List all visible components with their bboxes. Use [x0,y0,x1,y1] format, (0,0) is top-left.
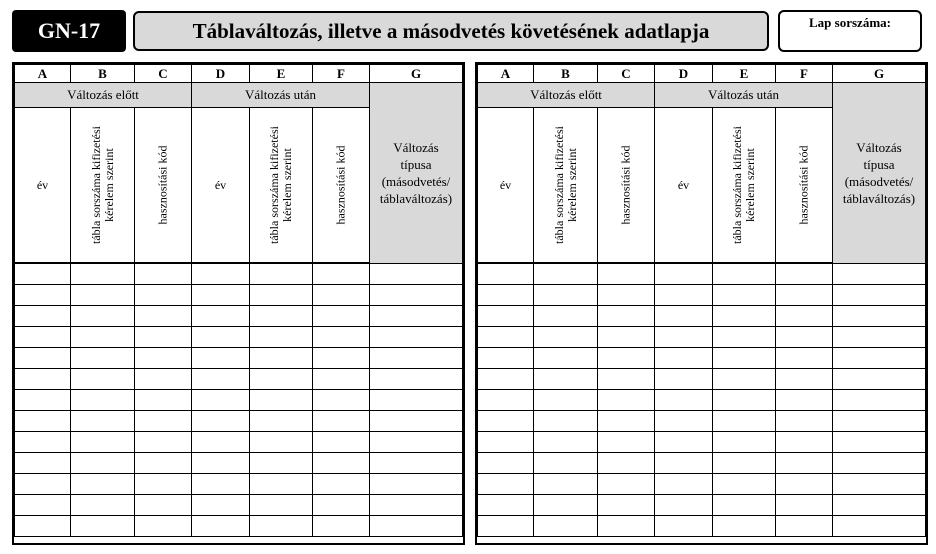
group-after-change: Változás után [192,83,370,108]
entry-cell[interactable] [370,474,463,495]
entry-cell[interactable] [71,348,135,369]
entry-cell[interactable] [655,495,713,516]
table-row [15,369,463,390]
entry-cell[interactable] [833,474,926,495]
entry-cell[interactable] [15,495,71,516]
entry-cell[interactable] [655,411,713,432]
entry-cell[interactable] [71,474,135,495]
table-row [15,411,463,432]
entry-cell[interactable] [313,474,370,495]
entry-cell[interactable] [833,348,926,369]
entry-cell[interactable] [478,285,534,306]
entry-cell[interactable] [370,453,463,474]
entry-cell[interactable] [534,516,598,537]
entry-cell[interactable] [15,516,71,537]
entry-cell[interactable] [250,327,313,348]
entry-cell[interactable] [192,369,250,390]
entry-cell[interactable] [370,516,463,537]
entry-cell[interactable] [192,516,250,537]
table-row [15,306,463,327]
table-row [15,327,463,348]
col-letter-b: B [534,65,598,83]
entry-cell[interactable] [313,432,370,453]
table-number-label: tábla sorszáma kifizetési kérelem szerint [730,126,757,244]
table-row [478,263,926,285]
col-letter-a: A [15,65,71,83]
entry-cell[interactable] [655,348,713,369]
form-code: GN-17 [12,10,126,52]
entry-cell[interactable] [713,474,776,495]
entry-cell[interactable] [135,327,192,348]
col-header-table-number [71,108,135,264]
col-header-table-number [713,108,776,264]
entry-cell[interactable] [313,285,370,306]
entry-cell[interactable] [655,327,713,348]
table-row [478,474,926,495]
entry-cell[interactable] [598,369,655,390]
entry-cell[interactable] [135,348,192,369]
entry-cell[interactable] [478,453,534,474]
entry-cell[interactable] [534,263,598,285]
entry-cell[interactable] [534,432,598,453]
entry-cell[interactable] [192,348,250,369]
col-header-usage-code [135,108,192,264]
entry-cell[interactable] [71,390,135,411]
entry-cell[interactable] [478,263,534,285]
group-before-change: Változás előtt [478,83,655,108]
entry-cell[interactable] [534,453,598,474]
entry-cell[interactable] [250,369,313,390]
tracking-table-left [14,64,463,537]
table-number-label: tábla sorszáma kifizetési kérelem szerint [267,126,294,244]
entry-cell[interactable] [598,495,655,516]
entry-cell[interactable] [135,263,192,285]
entry-cell[interactable] [598,516,655,537]
change-type-line: típusa [863,156,895,172]
table-body [15,263,463,537]
entry-cell[interactable] [192,453,250,474]
entry-cell[interactable] [713,495,776,516]
entry-cell[interactable] [713,432,776,453]
entry-cell[interactable] [598,306,655,327]
table-row [478,390,926,411]
table-row [478,348,926,369]
entry-cell[interactable] [833,453,926,474]
col-letter-e: E [713,65,776,83]
entry-cell[interactable] [250,285,313,306]
year-label: év [36,177,49,192]
table-row [15,390,463,411]
col-letter-d: D [192,65,250,83]
entry-cell[interactable] [313,327,370,348]
entry-cell[interactable] [313,495,370,516]
entry-cell[interactable] [833,369,926,390]
entry-cell[interactable] [534,474,598,495]
col-header-table-number [250,108,313,264]
entry-cell[interactable] [776,263,833,285]
entry-cell[interactable] [776,495,833,516]
entry-cell[interactable] [15,390,71,411]
entry-cell[interactable] [833,390,926,411]
entry-cell[interactable] [776,516,833,537]
col-header-usage-code [313,108,370,264]
entry-cell[interactable] [313,306,370,327]
entry-cell[interactable] [370,285,463,306]
entry-cell[interactable] [655,263,713,285]
entry-cell[interactable] [135,411,192,432]
entry-cell[interactable] [370,348,463,369]
col-letter-d: D [655,65,713,83]
usage-code-label: hasznosítási kód [333,145,348,225]
col-header-year [192,108,250,264]
entry-cell[interactable] [776,369,833,390]
col-letter-f: F [776,65,833,83]
entry-cell[interactable] [135,306,192,327]
table-row [478,495,926,516]
entry-cell[interactable] [71,453,135,474]
entry-cell[interactable] [15,411,71,432]
entry-cell[interactable] [598,327,655,348]
entry-cell[interactable] [15,306,71,327]
entry-cell[interactable] [713,327,776,348]
form-title: Táblaváltozás, illetve a másodvetés követésének adatlapja [133,11,769,51]
change-type-line: (másodvetés/ [381,173,451,189]
entry-cell[interactable] [776,432,833,453]
entry-cell[interactable] [71,516,135,537]
entry-cell[interactable] [713,348,776,369]
table-row [15,453,463,474]
entry-cell[interactable] [534,495,598,516]
entry-cell[interactable] [534,411,598,432]
entry-cell[interactable] [313,369,370,390]
entry-cell[interactable] [370,369,463,390]
col-letter-a: A [478,65,534,83]
table-row [478,411,926,432]
entry-cell[interactable] [598,411,655,432]
entry-cell[interactable] [478,369,534,390]
entry-cell[interactable] [250,390,313,411]
entry-cell[interactable] [370,390,463,411]
entry-cell[interactable] [598,285,655,306]
col-header-year [655,108,713,264]
entry-cell[interactable] [250,348,313,369]
col-letter-g: G [370,65,463,83]
change-type-line: típusa [400,156,432,172]
col-header-year [478,108,534,264]
entry-cell[interactable] [135,495,192,516]
table-number-label: tábla sorszáma kifizetési kérelem szerint [551,126,579,244]
entry-cell[interactable] [655,306,713,327]
entry-cell[interactable] [478,306,534,327]
entry-cell[interactable] [478,474,534,495]
entry-cell[interactable] [370,306,463,327]
entry-cell[interactable] [713,516,776,537]
entry-cell[interactable] [370,263,463,285]
change-type-line: táblaváltozás) [379,190,453,206]
page-number-box[interactable] [778,10,922,52]
entry-cell[interactable] [776,285,833,306]
entry-cell[interactable] [776,348,833,369]
col-header-usage-code [598,108,655,264]
table-row [478,516,926,537]
col-letter-f: F [313,65,370,83]
entry-cell[interactable] [15,474,71,495]
entry-cell[interactable] [250,495,313,516]
entry-cell[interactable] [655,390,713,411]
entry-cell[interactable] [192,474,250,495]
entry-cell[interactable] [655,474,713,495]
col-letter-g: G [833,65,926,83]
entry-cell[interactable] [135,432,192,453]
entry-cell[interactable] [534,348,598,369]
entry-cell[interactable] [135,453,192,474]
entry-cell[interactable] [478,432,534,453]
sheet-left [12,62,465,545]
entry-cell[interactable] [776,474,833,495]
entry-cell[interactable] [655,369,713,390]
col-header-table-number [534,108,598,264]
entry-cell[interactable] [534,390,598,411]
year-label: év [499,177,512,192]
entry-cell[interactable] [833,432,926,453]
entry-cell[interactable] [192,327,250,348]
entry-cell[interactable] [250,516,313,537]
entry-cell[interactable] [776,390,833,411]
entry-cell[interactable] [478,516,534,537]
change-type-header [370,83,463,264]
change-type-header [833,83,926,264]
col-letter-c: C [135,65,192,83]
entry-cell[interactable] [71,263,135,285]
entry-cell[interactable] [15,327,71,348]
entry-cell[interactable] [655,285,713,306]
entry-cell[interactable] [313,390,370,411]
entry-cell[interactable] [713,285,776,306]
entry-cell[interactable] [534,369,598,390]
table-number-label: tábla sorszáma kifizetési kérelem szerint [88,126,116,244]
entry-cell[interactable] [833,495,926,516]
entry-cell[interactable] [192,411,250,432]
change-type-line: (másodvetés/ [844,173,914,189]
col-letter-b: B [71,65,135,83]
usage-code-label: hasznosítási kód [796,145,811,225]
entry-cell[interactable] [776,411,833,432]
entry-cell[interactable] [534,327,598,348]
entry-cell[interactable] [313,453,370,474]
usage-code-label: hasznosítási kód [155,145,170,225]
entry-cell[interactable] [250,411,313,432]
entry-cell[interactable] [833,285,926,306]
entry-cell[interactable] [313,263,370,285]
entry-cell[interactable] [135,369,192,390]
entry-cell[interactable] [478,495,534,516]
entry-cell[interactable] [192,432,250,453]
entry-cell[interactable] [71,411,135,432]
table-row [15,432,463,453]
entry-cell[interactable] [250,474,313,495]
table-row [478,285,926,306]
entry-cell[interactable] [135,285,192,306]
entry-cell[interactable] [370,495,463,516]
usage-code-label: hasznosítási kód [618,145,633,225]
entry-cell[interactable] [713,453,776,474]
entry-cell[interactable] [192,306,250,327]
entry-cell[interactable] [534,285,598,306]
entry-cell[interactable] [15,285,71,306]
entry-cell[interactable] [478,327,534,348]
entry-cell[interactable] [478,411,534,432]
entry-cell[interactable] [313,411,370,432]
entry-cell[interactable] [478,348,534,369]
entry-cell[interactable] [250,263,313,285]
col-letter-e: E [250,65,313,83]
entry-cell[interactable] [135,390,192,411]
entry-cell[interactable] [313,516,370,537]
entry-cell[interactable] [192,390,250,411]
table-row [15,474,463,495]
entry-cell[interactable] [313,348,370,369]
entry-cell[interactable] [250,453,313,474]
change-type-line: Változás [856,139,902,155]
page-number-label: Lap sorszáma: [809,15,891,30]
entry-cell[interactable] [71,495,135,516]
group-after-change: Változás után [655,83,833,108]
entry-cell[interactable] [655,453,713,474]
change-type-line: táblaváltozás) [842,190,916,206]
table-row [15,348,463,369]
entry-cell[interactable] [833,516,926,537]
tracking-table-right [477,64,926,537]
entry-cell[interactable] [370,327,463,348]
entry-cell[interactable] [776,306,833,327]
entry-cell[interactable] [655,516,713,537]
entry-cell[interactable] [598,263,655,285]
table-row [15,285,463,306]
entry-cell[interactable] [15,369,71,390]
entry-cell[interactable] [135,474,192,495]
col-header-usage-code [776,108,833,264]
table-row [15,263,463,285]
entry-cell[interactable] [15,263,71,285]
table-row [478,306,926,327]
entry-cell[interactable] [598,432,655,453]
sheet-right [475,62,928,545]
table-row [15,516,463,537]
table-row [15,495,463,516]
col-letter-c: C [598,65,655,83]
entry-cell[interactable] [71,327,135,348]
entry-cell[interactable] [833,411,926,432]
col-header-year [15,108,71,264]
entry-cell[interactable] [15,348,71,369]
entry-cell[interactable] [713,306,776,327]
entry-cell[interactable] [71,369,135,390]
entry-cell[interactable] [833,306,926,327]
entry-cell[interactable] [776,327,833,348]
entry-cell[interactable] [15,432,71,453]
table-row [478,369,926,390]
entry-cell[interactable] [776,453,833,474]
year-label: év [677,177,690,192]
entry-cell[interactable] [655,432,713,453]
entry-cell[interactable] [713,263,776,285]
entry-cell[interactable] [192,285,250,306]
entry-cell[interactable] [713,390,776,411]
entry-cell[interactable] [833,263,926,285]
entry-cell[interactable] [370,411,463,432]
group-before-change: Változás előtt [15,83,192,108]
entry-cell[interactable] [370,432,463,453]
entry-cell[interactable] [598,390,655,411]
entry-cell[interactable] [598,453,655,474]
entry-cell[interactable] [15,453,71,474]
table-row [478,432,926,453]
entry-cell[interactable] [71,432,135,453]
entry-cell[interactable] [192,495,250,516]
entry-cell[interactable] [598,348,655,369]
entry-cell[interactable] [833,327,926,348]
table-body [478,263,926,537]
year-label: év [214,177,227,192]
table-row [478,453,926,474]
entry-cell[interactable] [250,306,313,327]
table-row [478,327,926,348]
entry-cell[interactable] [135,516,192,537]
entry-cell[interactable] [534,306,598,327]
change-type-line: Változás [393,139,439,155]
entry-cell[interactable] [192,263,250,285]
entry-cell[interactable] [598,474,655,495]
entry-cell[interactable] [713,369,776,390]
entry-cell[interactable] [71,306,135,327]
entry-cell[interactable] [713,411,776,432]
entry-cell[interactable] [71,285,135,306]
entry-cell[interactable] [478,390,534,411]
entry-cell[interactable] [250,432,313,453]
